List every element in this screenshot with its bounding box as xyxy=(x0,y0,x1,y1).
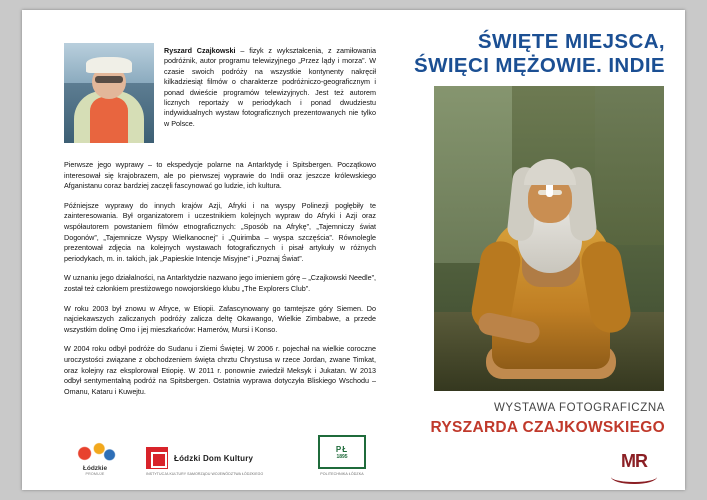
title-line-1: ŚWIĘTE MIEJSCA, xyxy=(477,30,665,53)
mr-logo-text: MR xyxy=(621,451,647,471)
photo-vest xyxy=(90,97,128,143)
mr-logo-arc-icon xyxy=(611,470,657,484)
logo-pl-caption: POLITECHNIKA ŁÓDZKA xyxy=(320,472,364,476)
right-panel xyxy=(412,10,685,490)
biography-body xyxy=(64,160,376,406)
photo-hat xyxy=(86,57,132,73)
logo-politechnika-lodzka xyxy=(300,435,384,476)
footer-line-1: WYSTAWA FOTOGRAFICZNA xyxy=(493,402,665,414)
biography-paragraph: W 2004 roku odbył podróże do Sudanu i Ziemi Świętej. W 2006 r. pojechał na wielkie coroczne uroczystości związane z obchodzeniem święta chrztu Chrystusa w rzece Jordan, zwane Timkat, oraz kolejny raz eksplorował Etiopię. W 2011 r. ponownie zwiedził Meksyk i Jukatan. W 2013 odbył sentymentalną podróż na Spitsbergen. Ostatnia wyprawa dotyczyła Bliskiego Wschodu – Omanu, Kataru i Kuwejtu. xyxy=(64,344,376,396)
biography-paragraph: W roku 2003 był znowu w Afryce, w Etiopii. Zafascynowany go tamtejsze góry Siemen. Do najciekawszych zaliczanych podróży zalicza deltę Okawango, Wielkie Zimbabwe, a przede wszystkim dolinę Omo i jej mieszkańców: Hamerów, Mursi i Konso. xyxy=(64,303,376,334)
pl-shield-top: PŁ xyxy=(335,444,349,454)
poster-page xyxy=(22,10,685,490)
poster-footer xyxy=(412,400,685,438)
sadhu-photo xyxy=(434,86,664,391)
logo-lodzkie-promuje xyxy=(64,439,126,476)
logo-dom-label: Łódzki Dom Kultury xyxy=(174,453,254,463)
sponsor-logos xyxy=(64,428,384,476)
logo-lodzkie-sub: PROMUJE xyxy=(85,472,105,476)
logo-dom-row xyxy=(146,447,284,469)
left-panel xyxy=(22,10,412,490)
biography-intro: Ryszard Czajkowski – fizyk z wykształcenia, z zamiłowania podróżnik, autor programu telewizyjnego „Przez lądy i morza”. W czasie swoich podróży na wszystkie kontynenty nakręcił kilkadziesiąt filmów o charakterze podróżniczo-geograficznym i ponad dwieście programów telewizyjnych. Jest też autorem licznych reportaży w periodykach i ponad dwudziestu indywidualnych wystaw fotograficznych prezentowanych nie tylko w Polsce. xyxy=(164,46,376,128)
dom-kultury-mark-icon xyxy=(146,447,168,469)
poster-title xyxy=(412,30,685,78)
photo-glasses xyxy=(95,76,123,83)
logo-dom-tagline: INSTYTUCJA KULTURY SAMORZĄDU WOJEWÓDZTWA ŁÓDZKIEGO xyxy=(146,472,264,476)
biography-paragraph: Późniejsze wyprawy do innych krajów Azji, Afryki i na wyspy Polinezji pogłębiły te zainteresowania. Był organizatorem i uczestnikiem kolejnych wypraw do Afryki i Azji oraz współautorem powstaniem filmów etnograficznych: „Sposób na Afrykę”, „Tajemniczy świat Dogonów”, „Tajemnicze Wyspy Wielkanocnej” i „Quirimba – wyspa szczęścia”. Równolegle prezentował zdjęcia na kolejnych wystawach fotograficznych i pisał artykuły w różnych periodykach, m. in. takich, jak „Papieskie Intencje Misyjne” i „Poznaj Świat”. xyxy=(64,200,376,263)
logo-lodzkie-label: Łódzkie xyxy=(82,465,108,472)
footer-line-2: RYSZARDA CZAJKOWSKIEGO xyxy=(430,419,665,436)
pl-shield-icon xyxy=(318,435,366,469)
mr-logo xyxy=(607,452,661,486)
biography-paragraph: Pierwsze jego wyprawy – to ekspedycje polarne na Antarktydę i Spitsbergen. Początkowo interesował się krajobrazem, ale po pierwszej wyprawie do Indii oraz jeszcze królewskiego Afganistanu coraz bardziej zaczęli fascynować go ludzie, ich kultura. xyxy=(64,160,376,191)
logo-lodzki-dom-kultury xyxy=(146,447,284,476)
portrait-photo xyxy=(64,43,154,143)
biography-paragraph: W uznaniu jego działalności, na Antarktydzie nazwano jego imieniem górę – „Czajkowski Needle”, został też członkiem prestiżowego nowojorskiego klubu „The Explorers Club”. xyxy=(64,273,376,293)
pl-shield-bottom: 1895 xyxy=(336,453,348,460)
lodzkie-mark-icon xyxy=(69,439,121,463)
title-line-2: ŚWIĘCI MĘŻOWIE. INDIE xyxy=(414,54,665,77)
hero-wall-right xyxy=(595,86,664,245)
